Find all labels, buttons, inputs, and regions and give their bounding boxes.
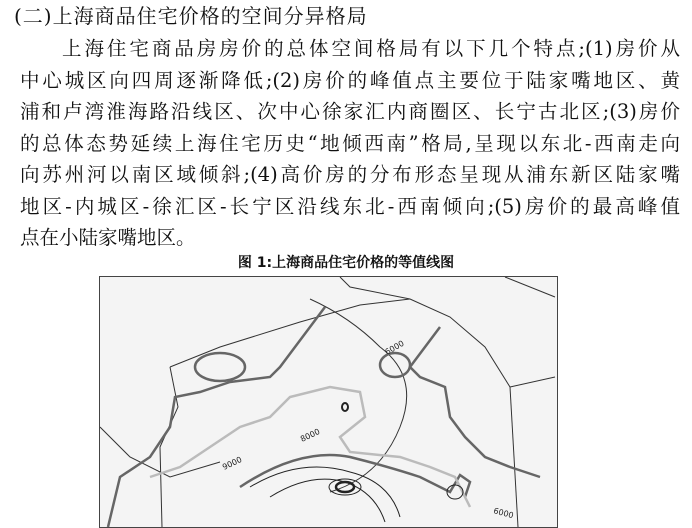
- contour-label: 6000: [492, 506, 515, 521]
- figure-caption: 图 1:上海商品住宅价格的等值线图: [237, 255, 455, 271]
- boundary-lines: [100, 277, 555, 527]
- contour-8000: [150, 387, 470, 507]
- paragraph-line: 地区-内城区-徐汇区-长宁区沿线东北-西南倾向;(5)房价的最高峰值: [20, 194, 680, 218]
- contour-6000: [108, 307, 540, 527]
- paragraph-line: 点在小陆家嘴地区。: [20, 226, 196, 249]
- section-heading: (二)上海商品住宅价格的空间分异格局: [14, 4, 368, 28]
- paragraph-line: 浦和卢湾淮海路沿线区、次中心徐家汇内商圈区、长宁古北区;(3)房价: [20, 100, 680, 123]
- paragraph-line: 的总体态势延续上海住宅历史“地倾西南”格局,呈现以东北-西南走向: [20, 131, 680, 155]
- contour-map-figure: [99, 276, 558, 528]
- contour-label: 9000: [221, 455, 244, 472]
- core-contours: [250, 403, 463, 522]
- paragraph-line: 上海住宅商品房房价的总体空间格局有以下几个特点;(1)房价从: [62, 37, 680, 60]
- body-paragraph: [20, 33, 680, 254]
- contour-label: 8000: [299, 427, 322, 444]
- paragraph-line: 向苏州河以南区域倾斜;(4)高价房的分布形态呈现从浦东新区陆家嘴: [20, 163, 680, 186]
- paragraph-line: 中心城区向四周逐渐降低;(2)房价的峰值点主要位于陆家嘴地区、黄: [20, 68, 680, 92]
- contour-label: 6000: [383, 338, 406, 357]
